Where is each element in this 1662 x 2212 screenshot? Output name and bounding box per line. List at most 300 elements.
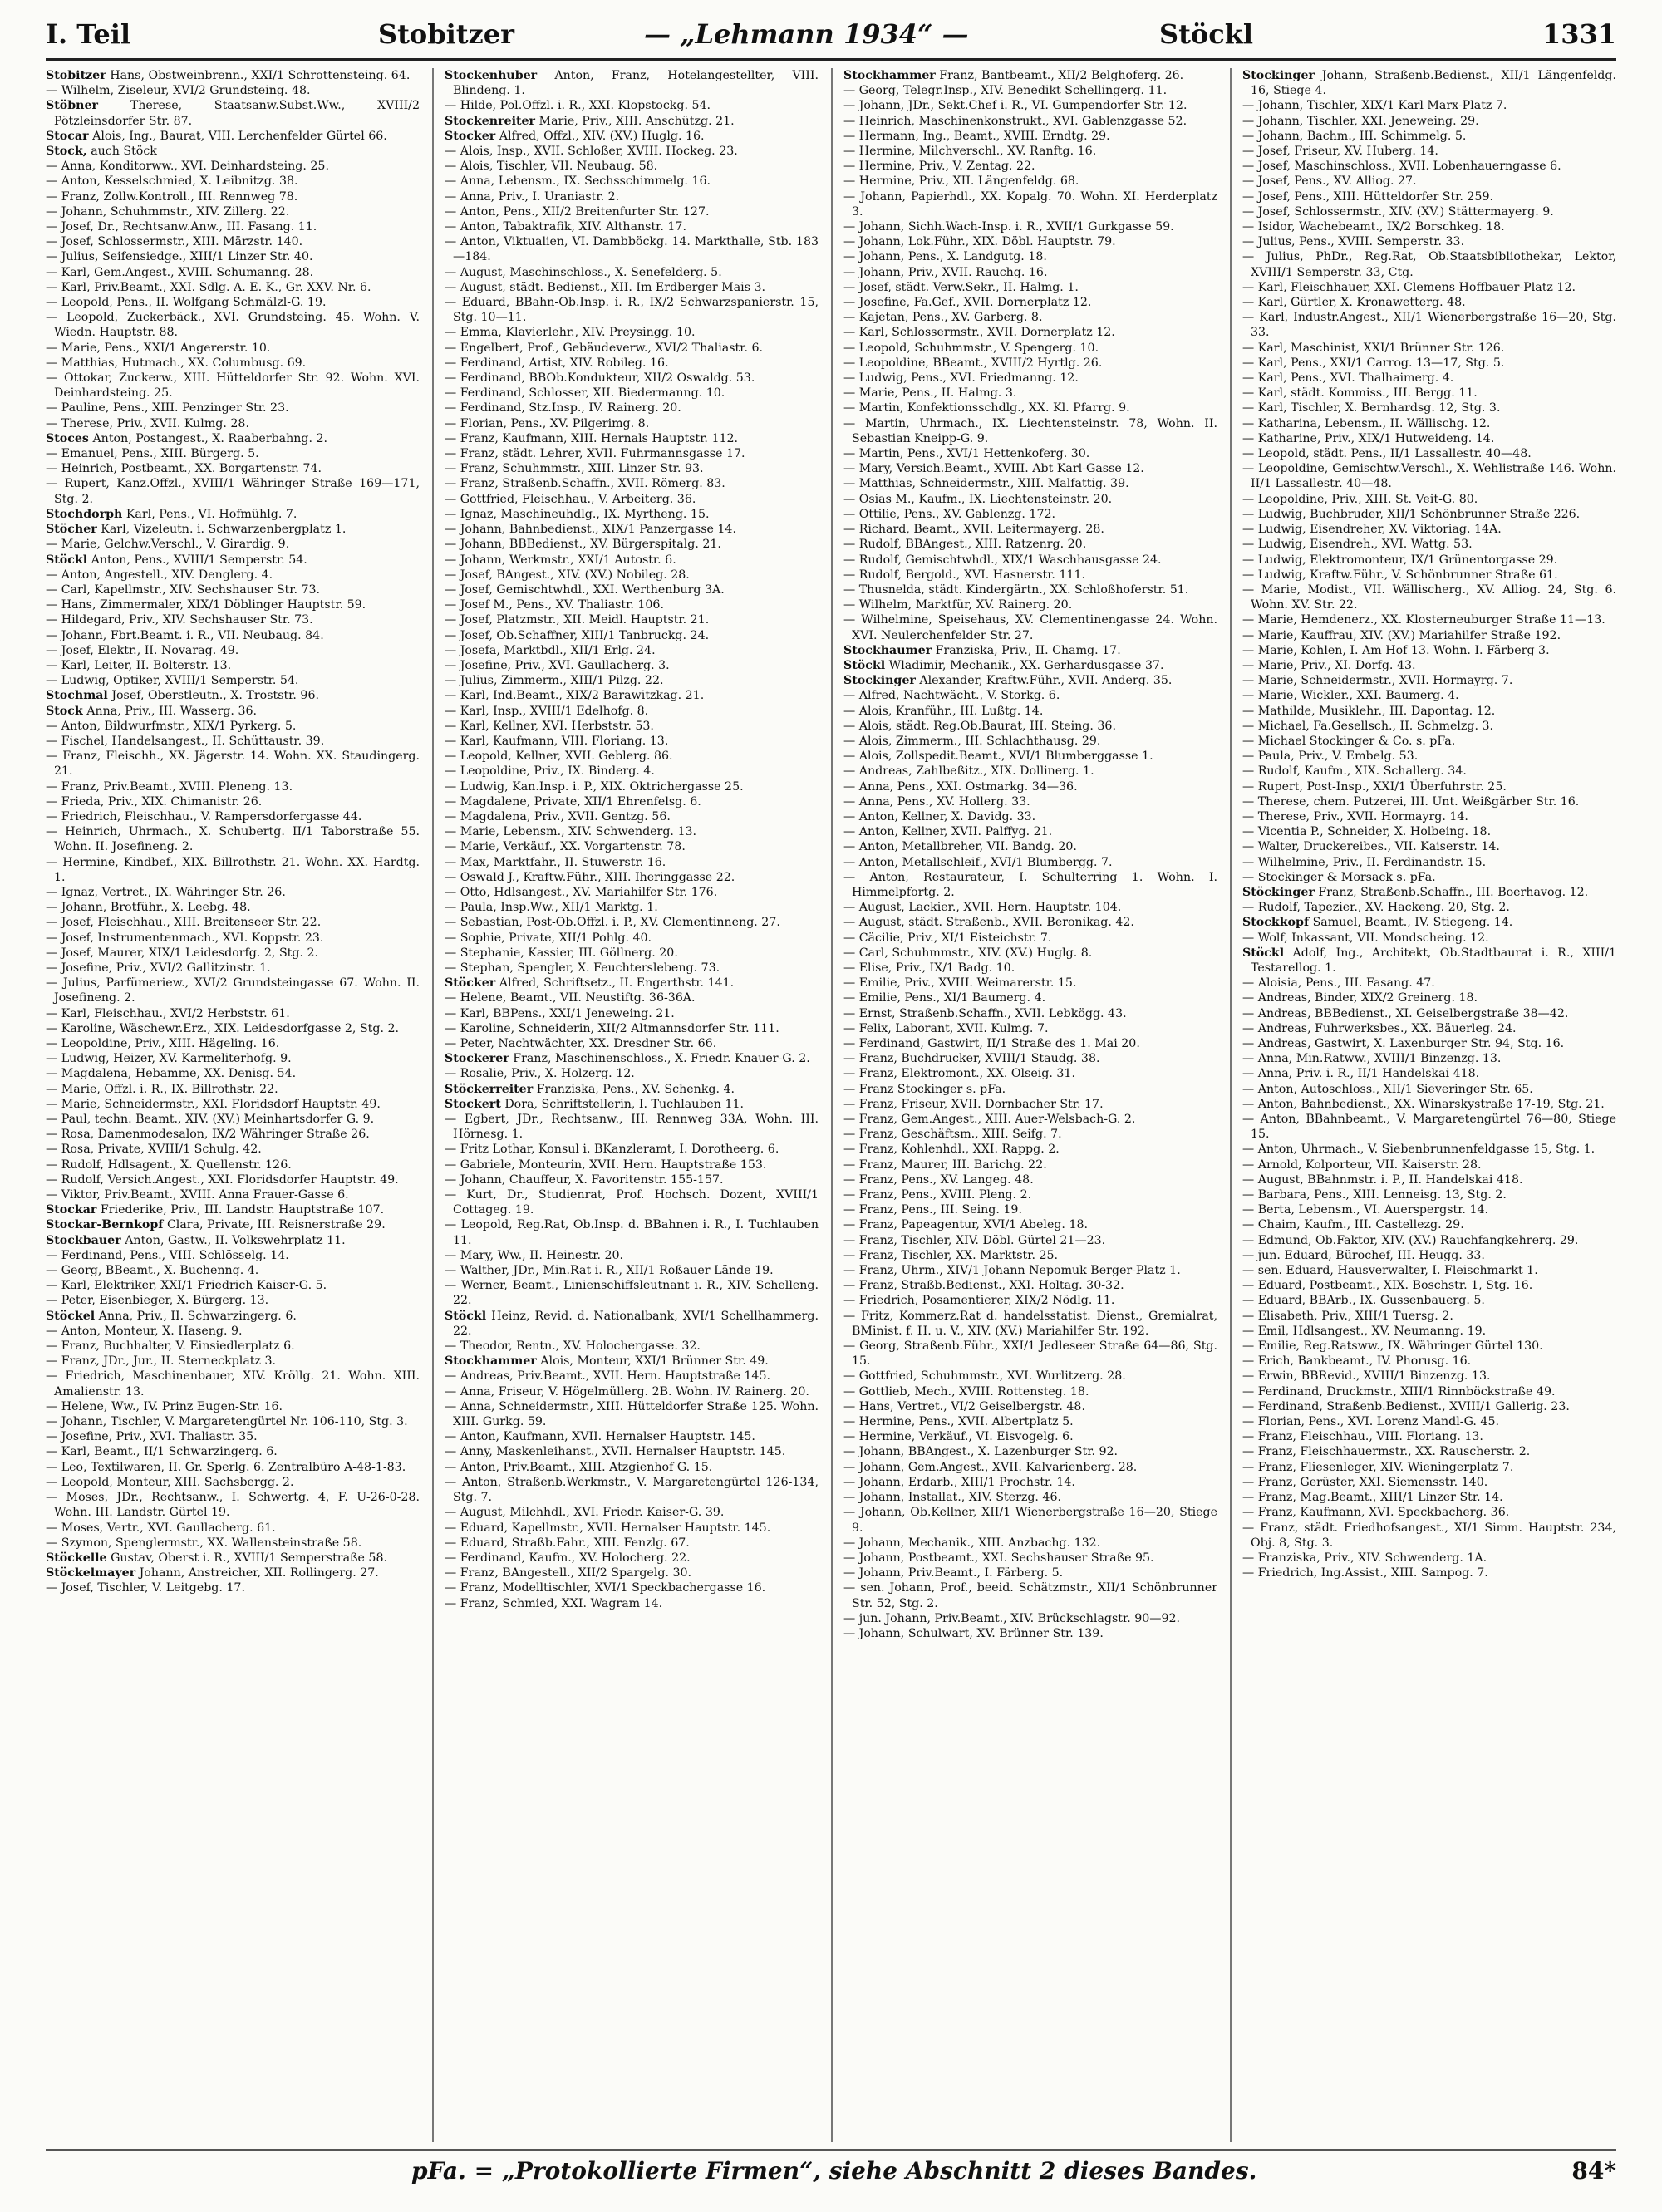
entry-text: — Alois, Tischler, VII. Neubaug. 58. <box>445 160 658 174</box>
page-footer <box>46 2155 1616 2194</box>
entry-text: — Johann, Tischler, XIX/1 Karl Marx-Platz 7. <box>1242 99 1507 113</box>
directory-entry <box>445 643 819 658</box>
directory-entry <box>1242 779 1616 794</box>
directory-entry <box>445 507 819 522</box>
entry-text: — Hermine, Pens., XVII. Albertplatz 5. <box>843 1415 1074 1429</box>
entry-text: — Fischel, Handelsangest., II. Schüttaustr. 39. <box>46 734 325 748</box>
entry-surname: Stöckelle <box>46 1551 107 1565</box>
directory-entry <box>843 461 1217 476</box>
directory-entry <box>843 280 1217 295</box>
directory-entry <box>46 522 420 537</box>
entry-text: — Martin, Uhrmach., IX. Liechtensteinstr. 78, Wohn. II. Sebastian Kneipp-G. 9. <box>843 416 1217 445</box>
directory-entry <box>1242 855 1616 870</box>
entry-text: — Emilie, Reg.Ratsww., IX. Währinger Gürtel 130. <box>1242 1339 1543 1354</box>
directory-entry <box>445 1172 819 1187</box>
directory-entry <box>46 1263 420 1278</box>
directory-entry <box>46 553 420 568</box>
entry-text: — Ludwig, Buchbruder, XII/1 Schönbrunner Straße 226. <box>1242 507 1581 521</box>
entry-text: — Rudolf, Versich.Angest., XXI. Floridsdorfer Hauptstr. 49. <box>46 1172 399 1187</box>
directory-entry <box>843 1414 1217 1429</box>
entry-text: — Paula, Priv., V. Embelg. 53. <box>1242 750 1419 764</box>
entry-text: — Martin, Konfektionsschdlg., XX. Kl. Pfarrg. 9. <box>843 401 1130 415</box>
directory-entry <box>46 1399 420 1414</box>
directory-entry <box>1242 1354 1616 1369</box>
entry-text: — Josef, städt. Verw.Sekr., II. Halmg. 1. <box>843 280 1079 294</box>
directory-entry <box>46 1127 420 1142</box>
directory-entry <box>1242 401 1616 415</box>
directory-entry <box>1242 1142 1616 1157</box>
entry-text: — Otto, Hdlsangest., XV. Mariahilfer Str. 176. <box>445 885 718 899</box>
entry-text: — Rudolf, Hdlsagent., X. Quellenstr. 126. <box>46 1158 292 1172</box>
directory-entry <box>843 341 1217 356</box>
entry-text: — Franz, städt. Lehrer, XVII. Fuhrmannsgasse 17. <box>445 447 745 461</box>
directory-entry <box>1242 249 1616 279</box>
directory-entry <box>843 114 1217 129</box>
entry-text: — Ludwig, Pens., XVI. Friedmanng. 12. <box>843 371 1079 386</box>
entry-text: — Carl, Kapellmstr., XIV. Sechshauser Str. 73. <box>46 582 321 597</box>
directory-entry <box>1242 492 1616 507</box>
entry-text: — Julius, Parfümeriew., XVI/2 Grundsteingasse 67. Wohn. II. Josefineng. 2. <box>46 976 420 1005</box>
directory-entry <box>1242 1490 1616 1505</box>
directory-entry <box>1242 990 1616 1005</box>
entry-text: — Franz, Schuhmmstr., XIII. Linzer Str. 93. <box>445 462 704 476</box>
directory-entry <box>843 144 1217 159</box>
entry-text: — Josef, Elektr., II. Novarag. 49. <box>46 643 239 657</box>
directory-entry <box>445 325 819 340</box>
directory-entry <box>1242 1021 1616 1036</box>
directory-entry <box>1242 1384 1616 1399</box>
directory-entry <box>445 476 819 491</box>
directory-entry <box>843 734 1217 749</box>
entry-text: — Johann, Schuhmmstr., XIV. Zillerg. 22. <box>46 204 290 219</box>
entry-text: — Michael Stockinger & Co. s. pFa. <box>1242 734 1456 748</box>
entry-text: Gustav, Oberst i. R., XVIII/1 Semperstraße 58. <box>111 1551 387 1565</box>
entry-text: — Ferdinand, Stz.Insp., IV. Rainerg. 20. <box>445 401 681 415</box>
entry-text: — Josef, Platzmstr., XII. Meidl. Hauptstr. 21. <box>445 613 710 627</box>
entry-text: — Franz, Uhrm., XIV/1 Johann Nepomuk Berger-Platz 1. <box>843 1264 1181 1278</box>
directory-entry <box>1242 234 1616 249</box>
directory-entry <box>46 1580 420 1595</box>
directory-entry <box>843 568 1217 582</box>
header-title: — „Lehmann 1934“ — <box>644 18 969 50</box>
entry-text: — Rudolf, Bergold., XVI. Hasnerstr. 111. <box>843 568 1086 582</box>
entry-text: — jun. Eduard, Bürochef, III. Heugg. 33. <box>1242 1248 1485 1262</box>
entry-text: — Leopoldine, Priv., XIII. St. Veit-G. 80. <box>1242 492 1478 506</box>
directory-entry <box>1242 885 1616 900</box>
entry-text: — Therese, chem. Putzerei, III. Unt. Weißgärber Str. 16. <box>1242 794 1580 809</box>
directory-entry <box>46 371 420 401</box>
directory-entry <box>445 1066 819 1081</box>
column-divider <box>432 68 434 2142</box>
entry-text: — Josefine, Priv., XVI. Gaullacherg. 3. <box>445 658 670 672</box>
directory-entry <box>46 961 420 976</box>
directory-entry <box>843 1278 1217 1293</box>
entry-text: — Helene, Beamt., VII. Neustiftg. 36-36A. <box>445 991 696 1005</box>
directory-entry <box>445 1051 819 1066</box>
entry-surname: Stockbauer <box>46 1233 121 1247</box>
entry-text: — Franz, Mag.Beamt., XIII/1 Linzer Str. 14. <box>1242 1491 1503 1505</box>
directory-entry <box>445 1339 819 1354</box>
directory-entry <box>445 855 819 870</box>
directory-entry <box>843 1580 1217 1610</box>
directory-entry <box>445 492 819 507</box>
directory-entry <box>1242 704 1616 719</box>
directory-entry <box>445 704 819 719</box>
entry-surname: Stöckl <box>445 1309 487 1323</box>
directory-entry <box>843 582 1217 597</box>
entry-text: Adolf, Ing., Architekt, Ob.Stadtbaurat i. R., XIII/1 Testarellog. 1. <box>1251 946 1616 975</box>
directory-entry <box>445 1187 819 1217</box>
directory-entry <box>46 1354 420 1369</box>
directory-entry <box>843 1263 1217 1278</box>
entry-text: — Ludwig, Heizer, XV. Karmeliterhofg. 9. <box>46 1052 292 1066</box>
directory-entry <box>46 749 420 779</box>
directory-entry <box>445 809 819 824</box>
directory-entry <box>1242 1066 1616 1081</box>
directory-entry <box>46 431 420 446</box>
directory-entry <box>46 1278 420 1293</box>
entry-text: — Franz, BAngestell., XII/2 Spargelg. 30. <box>445 1566 692 1580</box>
directory-entry <box>445 764 819 779</box>
directory-entry <box>46 824 420 854</box>
directory-entry <box>445 779 819 794</box>
directory-entry <box>1242 537 1616 552</box>
entry-text: — Rosa, Damenmodesalon, IX/2 Währinger Straße 26. <box>46 1128 370 1142</box>
directory-entry <box>1242 114 1616 129</box>
directory-entry <box>445 341 819 356</box>
directory-entry <box>1242 1112 1616 1142</box>
directory-entry <box>445 219 819 234</box>
directory-entry <box>1242 144 1616 159</box>
entry-text: — Emanuel, Pens., XIII. Bürgerg. 5. <box>46 447 259 461</box>
directory-entry <box>843 1217 1217 1232</box>
entry-surname: Stoces <box>46 431 89 445</box>
entry-text: — Rudolf, Gemischtwhdl., XIX/1 Waschhausgasse 24. <box>843 553 1162 567</box>
entry-text: — Karl, Priv.Beamt., XXI. Sdlg. A. E. K., Gr. XXV. Nr. 6. <box>46 280 371 294</box>
directory-entry <box>843 915 1217 930</box>
directory-entry <box>1242 870 1616 885</box>
directory-entry <box>843 900 1217 915</box>
directory-entry <box>1242 612 1616 627</box>
entry-text: — Josef, Instrumentenmach., XVI. Koppstr. 23. <box>46 931 324 945</box>
directory-entry <box>843 83 1217 98</box>
directory-entry <box>843 946 1217 961</box>
directory-entry <box>1242 658 1616 673</box>
entry-text: — Eduard, BBahn-Ob.Insp. i. R., IX/2 Schwarzspanierstr. 15, Stg. 10—11. <box>445 296 819 325</box>
entry-text: Wladimir, Mechanik., XX. Gerhardusgasse 37. <box>888 658 1164 672</box>
entry-text: — Rosa, Private, XVIII/1 Schulg. 42. <box>46 1143 262 1157</box>
entry-text: — Johann, Lok.Führ., XIX. Döbl. Hauptstr. 79. <box>843 235 1116 249</box>
directory-entry <box>445 1384 819 1399</box>
entry-text: — Johann, Sichh.Wach-Insp. i. R., XVII/1 Gurkgasse 59. <box>843 220 1174 234</box>
directory-entry <box>1242 900 1616 915</box>
directory-entry <box>843 673 1217 688</box>
entry-text: — Franz, Kaufmann, XIII. Hernals Hauptstr. 112. <box>445 431 739 445</box>
entry-text: — Johann, Bahnbedienst., XIX/1 Panzergasse 14. <box>445 523 736 537</box>
entry-text: — Franz, städt. Friedhofsangest., XI/1 Simm. Hauptstr. 234, Obj. 8, Stg. 3. <box>1242 1521 1616 1550</box>
directory-entry <box>46 1217 420 1232</box>
entry-text: — Egbert, JDr., Rechtsanw., III. Rennweg 33A, Wohn. III. Hörnesg. 1. <box>445 1113 819 1142</box>
directory-entry <box>843 719 1217 734</box>
directory-entry <box>445 976 819 990</box>
directory-entry <box>46 1521 420 1536</box>
entry-text: — August, Milchhdl., XVI. Friedr. Kaiser-G. 39. <box>445 1506 725 1520</box>
directory-entry <box>46 219 420 234</box>
directory-entry <box>46 401 420 415</box>
entry-text: — Edmund, Ob.Faktor, XIV. (XV.) Rauchfangkehrerg. 29. <box>1242 1233 1579 1247</box>
directory-entry <box>445 431 819 446</box>
entry-text: — Johann, Mechanik., XIII. Anzbachg. 132. <box>843 1536 1101 1550</box>
directory-entry <box>46 144 420 159</box>
directory-entry <box>46 1006 420 1021</box>
directory-entry <box>843 310 1217 325</box>
entry-text: — Werner, Beamt., Linienschiffsleutnant i. R., XIV. Schelleng. 22. <box>445 1279 819 1308</box>
directory-entry <box>843 779 1217 794</box>
entry-text: Samuel, Beamt., IV. Stiegeng. 14. <box>1312 916 1513 930</box>
entry-text: — Theodor, Rentn., XV. Holochergasse. 32. <box>445 1339 701 1354</box>
directory-entry <box>445 1369 819 1384</box>
directory-entry <box>1242 915 1616 930</box>
entry-text: Johann, Anstreicher, XII. Rollingerg. 27. <box>139 1566 379 1580</box>
directory-entry <box>843 446 1217 461</box>
entry-text: — Eduard, Straßb.Fahr., XIII. Fenzlg. 67. <box>445 1536 690 1550</box>
entry-surname: Stockhaumer <box>843 643 932 657</box>
directory-entry <box>46 1112 420 1127</box>
entry-text: — Frieda, Priv., XIX. Chimanistr. 26. <box>46 794 263 809</box>
entry-text: — Ludwig, Kan.Insp. i. P., XIX. Oktrichergasse 25. <box>445 779 744 794</box>
directory-entry <box>46 582 420 597</box>
entry-text: — Georg, Telegr.Insp., XIV. Benedikt Schellingerg. 11. <box>843 84 1168 98</box>
entry-surname: Stockenreiter <box>445 114 536 128</box>
entry-text: — Andreas, Priv.Beamt., XVII. Hern. Hauptstraße 145. <box>445 1369 770 1384</box>
directory-entry <box>1242 1339 1616 1354</box>
entry-surname: Stocker <box>445 129 496 143</box>
entry-text: — Julius, Pens., XVIII. Semperstr. 33. <box>1242 235 1465 249</box>
directory-entry <box>46 734 420 749</box>
entry-text: — Johann, Brotführ., X. Leebg. 48. <box>46 901 251 915</box>
entry-text: — Aloisia, Pens., III. Fasang. 47. <box>1242 976 1435 990</box>
directory-entry <box>843 234 1217 249</box>
entry-text: — Josef, Maschinschloss., XVII. Lobenhauerngasse 6. <box>1242 160 1561 174</box>
page-number: 1331 <box>1542 18 1616 50</box>
entry-text: Josef, Oberstleutn., X. Troststr. 96. <box>111 689 319 703</box>
entry-text: — Marie, Pens., II. Halmg. 3. <box>843 386 1017 401</box>
entry-text: — Marie, Pens., XXI/1 Angererstr. 10. <box>46 341 271 355</box>
entry-text: — Friedrich, Ing.Assist., XIII. Sampog. 7. <box>1242 1566 1488 1580</box>
directory-entry <box>1242 946 1616 976</box>
directory-entry <box>1242 174 1616 189</box>
directory-entry <box>46 537 420 552</box>
directory-entry <box>445 1354 819 1369</box>
directory-entry <box>46 249 420 264</box>
entry-surname: Stockinger <box>1242 69 1315 82</box>
directory-entry <box>1242 976 1616 990</box>
directory-entry <box>843 1202 1217 1217</box>
entry-surname: Stockert <box>445 1097 501 1111</box>
directory-entry <box>46 234 420 249</box>
directory-entry <box>1242 446 1616 461</box>
entry-text: — Franz, Fleischhauermstr., XX. Rauscherstr. 2. <box>1242 1445 1531 1459</box>
directory-entry <box>1242 1278 1616 1293</box>
directory-entry <box>46 341 420 356</box>
entry-text: — Franz, Pens., XV. Langeg. 48. <box>843 1172 1034 1187</box>
directory-entry <box>843 1142 1217 1157</box>
directory-entry <box>46 855 420 885</box>
directory-entry <box>843 749 1217 764</box>
entry-text: — Ferdinand, BBOb.Kondukteur, XII/2 Oswaldg. 53. <box>445 371 755 386</box>
entry-text: — Anton, Kellner, X. Davidg. 33. <box>843 809 1036 823</box>
entry-text: — Johann, Priv., XVII. Rauchg. 16. <box>843 265 1048 279</box>
directory-entry <box>843 1082 1217 1097</box>
entry-text: — Josef, Gemischtwhdl., XXI. Werthenburg 3A. <box>445 582 725 597</box>
entry-text: — Leopold, Pens., II. Wolfgang Schmälzl-G. 19. <box>46 296 327 310</box>
entry-text: — Ignaz, Vertret., IX. Währinger Str. 26. <box>46 885 286 899</box>
entry-text: — Marie, Gelchw.Verschl., V. Girardig. 9. <box>46 538 290 552</box>
entry-text: — Fritz Lothar, Konsul i. BKanzleramt, I. Dorotheerg. 6. <box>445 1143 779 1157</box>
entry-text: — Franz, Fliesenleger, XIV. Wieningerplatz 7. <box>1242 1460 1514 1474</box>
directory-entry <box>46 597 420 612</box>
directory-entry <box>445 144 819 159</box>
entry-text: — Karl, Fleischhau., XVI/2 Herbststr. 61. <box>46 1006 290 1020</box>
directory-entry <box>843 416 1217 446</box>
entry-text: — Josefa, Marktbdl., XII/1 Erlg. 24. <box>445 643 656 657</box>
directory-entry <box>1242 719 1616 734</box>
entry-text: — Johann, Gem.Angest., XVII. Kalvarienberg. 28. <box>843 1460 1138 1474</box>
directory-entry <box>843 1505 1217 1535</box>
directory-entry <box>445 522 819 537</box>
entry-text: — Emilie, Priv., XVIII. Weimarerstr. 15. <box>843 976 1077 990</box>
directory-entry <box>445 1309 819 1339</box>
entry-text: — Chaim, Kaufm., III. Castellezg. 29. <box>1242 1218 1464 1232</box>
directory-entry <box>46 265 420 280</box>
entry-text: — Szymon, Spenglermstr., XX. Wallensteinstraße 58. <box>46 1536 362 1550</box>
entry-surname: Stockar-Bernkopf <box>46 1218 164 1232</box>
directory-entry <box>1242 1097 1616 1112</box>
directory-entry <box>445 1036 819 1051</box>
directory-entry <box>843 1551 1217 1566</box>
directory-entry <box>843 1066 1217 1081</box>
entry-text: — Walter, Druckereibes., VII. Kaiserstr. 14. <box>1242 840 1500 854</box>
directory-entry <box>843 809 1217 824</box>
directory-entry <box>445 356 819 371</box>
entry-text: — Josef, Friseur, XV. Huberg. 14. <box>1242 145 1438 159</box>
directory-entry <box>46 794 420 809</box>
entry-text: — Josefine, Priv., XVI. Thaliastr. 35. <box>46 1430 258 1444</box>
entry-text: Clara, Private, III. Reisnerstraße 29. <box>166 1218 386 1232</box>
directory-entry <box>445 612 819 627</box>
directory-entry <box>445 961 819 976</box>
directory-entry <box>445 1278 819 1308</box>
entry-text: — Engelbert, Prof., Gebäudeverw., XVI/2 Thaliastr. 6. <box>445 341 764 355</box>
entry-text: — Ignaz, Maschineuhdlg., IX. Myrtheng. 15. <box>445 507 710 521</box>
directory-entry <box>46 204 420 219</box>
entry-text: — Andreas, BBBedienst., XI. Geiselbergstraße 38—42. <box>1242 1006 1569 1020</box>
entry-text: — Johann, Pens., X. Landgutg. 18. <box>843 250 1047 264</box>
entry-text: — Matthias, Hutmach., XX. Columbusg. 69. <box>46 356 307 370</box>
entry-text: — Franz, Maurer, III. Barichg. 22. <box>843 1158 1047 1172</box>
directory-entry <box>843 1051 1217 1066</box>
entry-text: — Anton, Monteur, X. Haseng. 9. <box>46 1324 243 1338</box>
entry-text: — Martin, Pens., XVI/1 Hettenkoferg. 30. <box>843 447 1090 461</box>
directory-entry <box>46 658 420 673</box>
entry-text: — Therese, Priv., XVII. Kulmg. 28. <box>46 416 249 430</box>
entry-text: — Marie, Offzl. i. R., IX. Billrothstr. 22. <box>46 1082 278 1096</box>
directory-entry <box>843 1611 1217 1626</box>
entry-text: Johann, Straßenb.Bedienst., XII/1 Längenfeldg. 16, Stiege 4. <box>1251 69 1616 98</box>
directory-entry <box>1242 1172 1616 1187</box>
entry-text: — Mary, Ww., II. Heinestr. 20. <box>445 1248 624 1262</box>
entry-text: — Friedrich, Posamentierer, XIX/2 Nödlg. 11. <box>843 1294 1115 1308</box>
directory-entry <box>46 1202 420 1217</box>
entry-text: — Anton, Kaufmann, XVII. Hernalser Hauptstr. 145. <box>445 1430 755 1444</box>
directory-entry <box>46 1324 420 1339</box>
directory-entry <box>1242 824 1616 839</box>
directory-entry <box>843 1036 1217 1051</box>
directory-entry <box>46 779 420 794</box>
entry-text: — Alois, Zollspedit.Beamt., XVI/1 Blumberggasse 1. <box>843 750 1153 764</box>
directory-entry <box>843 325 1217 340</box>
entry-text: — Isidor, Wachebeamt., IX/2 Borschkeg. 18. <box>1242 220 1505 234</box>
entry-text: — Karl, städt. Kommiss., III. Bergg. 11. <box>1242 386 1478 401</box>
entry-text: — Andreas, Zahlbeßitz., XIX. Dollinerg. 1. <box>843 764 1094 779</box>
entry-text: — Florian, Pens., XVI. Lorenz Mandl-G. 45. <box>1242 1415 1499 1429</box>
directory-entry <box>843 870 1217 900</box>
entry-text: — Georg, BBeamt., X. Buchenng. 4. <box>46 1264 259 1278</box>
directory-entry <box>1242 764 1616 779</box>
entry-text: Franz, Maschinenschloss., X. Friedr. Knauer-G. 2. <box>513 1052 810 1066</box>
entry-text: — Franz, Elektromont., XX. Olseig. 31. <box>843 1067 1075 1081</box>
entry-list <box>445 68 819 1611</box>
directory-entry <box>1242 371 1616 386</box>
entry-text: — Ferdinand, Gastwirt, II/1 Straße des 1. Mai 20. <box>843 1037 1140 1050</box>
entry-text: Alois, Ing., Baurat, VIII. Lerchenfelder Gürtel 66. <box>92 129 387 143</box>
entry-text: — Anny, Maskenleihanst., XVII. Hernalser Hauptstr. 145. <box>445 1445 786 1459</box>
directory-entry <box>445 401 819 415</box>
entry-text: — Anton, Viktualien, VI. Dambböckg. 14. Markthalle, Stb. 183—184. <box>445 235 819 264</box>
entry-text: — Josefine, Fa.Gef., XVII. Dornerplatz 12. <box>843 296 1092 310</box>
directory-entry <box>1242 461 1616 491</box>
entry-text: — Ferdinand, Straßenb.Bedienst., XVIII/1 Gallerig. 23. <box>1242 1399 1570 1413</box>
entry-text: — Elisabeth, Priv., XIII/1 Tuersg. 2. <box>1242 1309 1453 1323</box>
column-4 <box>1242 68 1616 2142</box>
entry-text: — sen. Johann, Prof., beeid. Schätzmstr., XII/1 Schönbrunner Str. 52, Stg. 2. <box>843 1581 1217 1610</box>
entry-text: — Heinrich, Postbeamt., XX. Borgartenstr. 74. <box>46 462 322 476</box>
directory-entry <box>1242 553 1616 568</box>
directory-entry <box>445 900 819 915</box>
directory-entry <box>46 1429 420 1444</box>
entry-text: — Josef, Fleischhau., XIII. Breitenseer Str. 22. <box>46 916 322 930</box>
entry-text: — Johann, Fbrt.Beamt. i. R., VII. Neubaug. 84. <box>46 628 324 642</box>
directory-entry <box>843 219 1217 234</box>
directory-entry <box>843 159 1217 174</box>
directory-entry <box>445 597 819 612</box>
directory-entry <box>46 507 420 522</box>
directory-entry <box>445 265 819 280</box>
directory-entry <box>445 386 819 401</box>
directory-entry <box>46 1021 420 1036</box>
entry-text: — Leopoldine, BBeamt., XVIII/2 Hyrtlg. 26. <box>843 356 1103 370</box>
entry-surname: Stöcker <box>445 976 496 990</box>
directory-entry <box>445 749 819 764</box>
directory-entry <box>46 159 420 174</box>
entry-text: — Ferdinand, Pens., VIII. Schlösselg. 14. <box>46 1248 289 1262</box>
directory-entry <box>843 931 1217 946</box>
entry-text: — Oswald J., Kraftw.Führ., XIII. Iheringgasse 22. <box>445 870 735 884</box>
footnote: pFa. = „Protokollierte Firmen“, siehe Abschnitt 2 dieses Bandes. <box>411 2157 1257 2185</box>
directory-entry <box>843 371 1217 386</box>
entry-text: — Marie, Verkäuf., XX. Vorgartenstr. 78. <box>445 840 686 854</box>
entry-text: — Stockinger & Morsack s. pFa. <box>1242 870 1436 884</box>
